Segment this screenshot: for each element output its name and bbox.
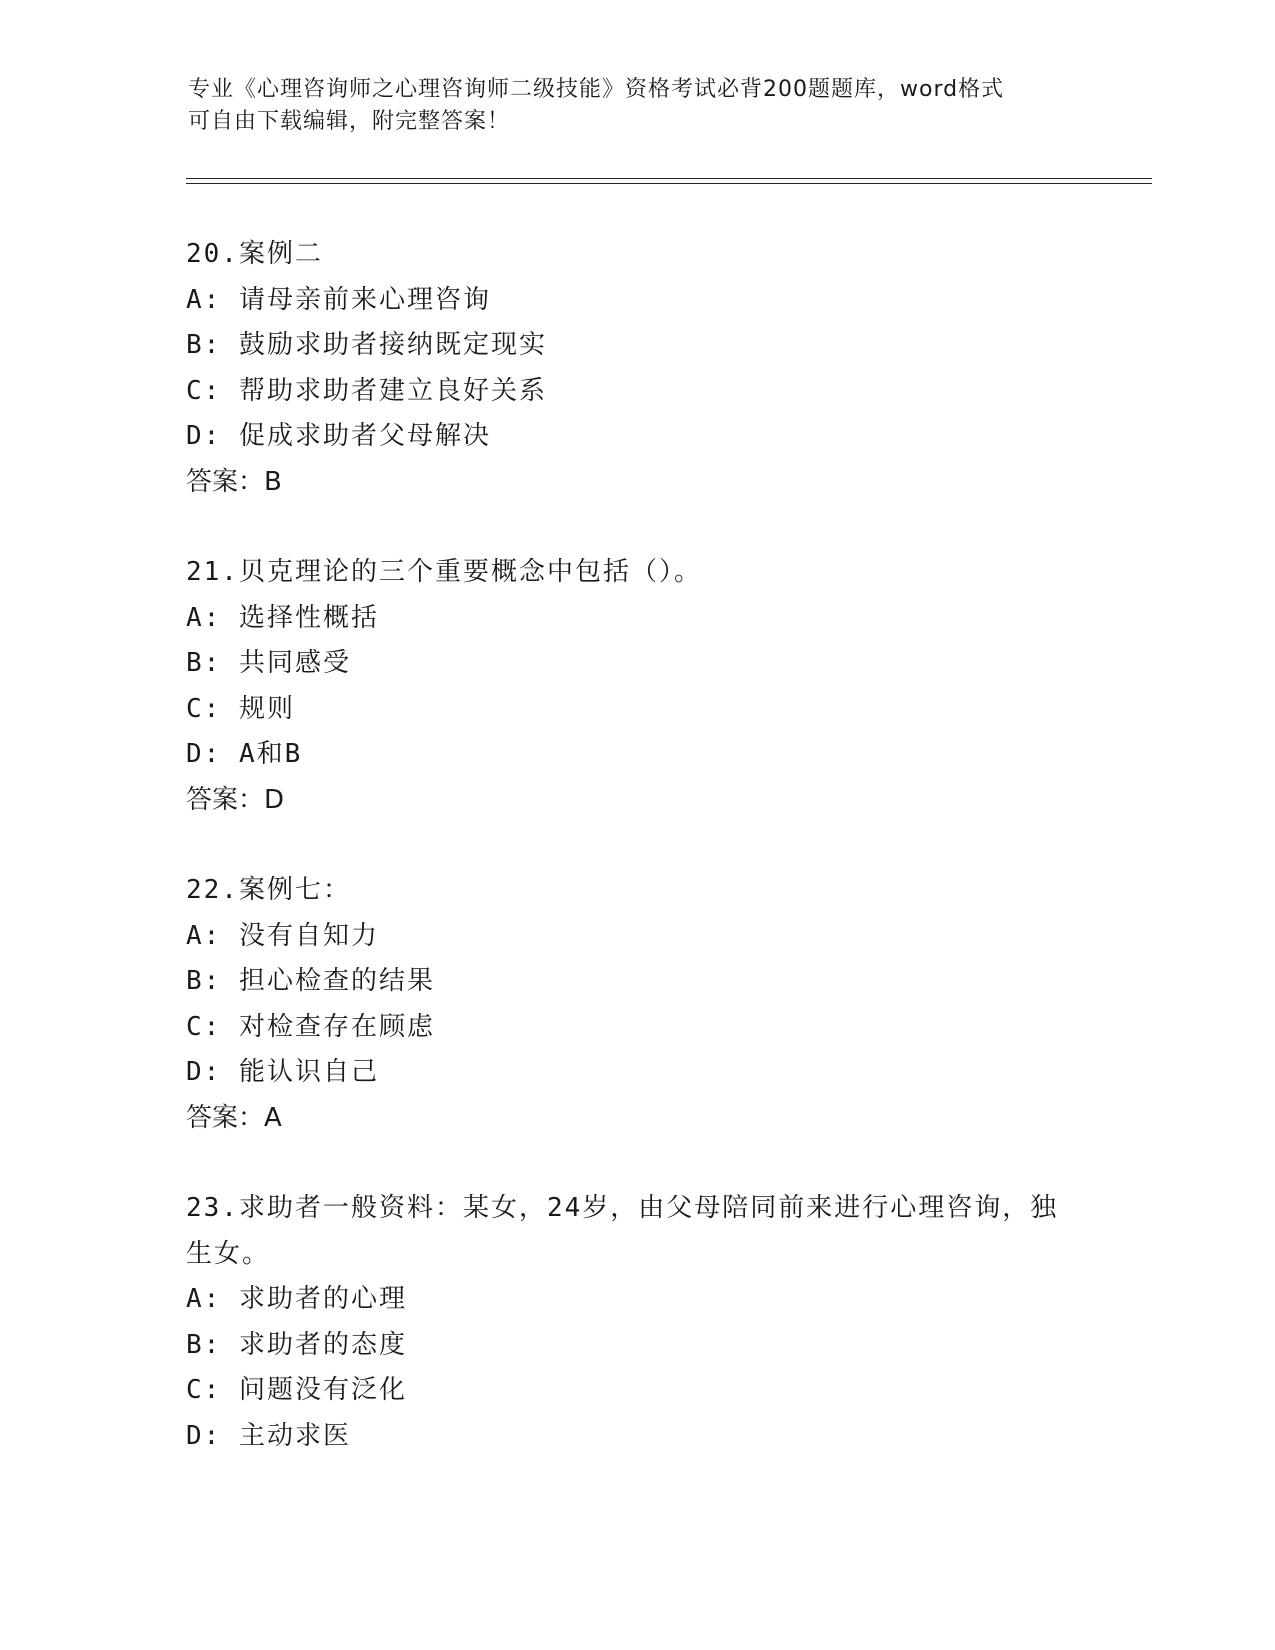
header-divider-bottom — [186, 183, 1152, 184]
document-header — [188, 74, 1088, 138]
option-b: B: 共同感受 — [186, 648, 351, 678]
option-d: D: A和B — [186, 739, 303, 769]
question-title: 23.求助者一般资料：某女，24岁，由父母陪同前来进行心理咨询，独生女。 — [186, 1193, 1059, 1269]
option-a: A: 请母亲前来心理咨询 — [186, 284, 491, 315]
option-c: C: 规则 — [186, 693, 295, 724]
question-title: 21.贝克理论的三个重要概念中包括（）。 — [186, 557, 702, 587]
option-a: A: 选择性概括 — [186, 602, 379, 633]
option-b: B: 求助者的态度 — [186, 1329, 407, 1360]
option-a: A: 求助者的心理 — [186, 1284, 407, 1314]
question-title: 20.案例二 — [186, 239, 323, 269]
question-20 — [186, 232, 1086, 505]
header-line-1: 专业《心理咨询师之心理咨询师二级技能》资格考试必背200题题库，word格式 — [188, 77, 1005, 102]
option-d: D: 主动求医 — [186, 1420, 351, 1451]
option-c: C: 对检查存在顾虑 — [186, 1011, 435, 1042]
option-b: B: 鼓励求助者接纳既定现实 — [186, 330, 547, 360]
header-line-2: 可自由下载编辑，附完整答案！ — [188, 109, 511, 134]
question-21 — [186, 550, 1086, 823]
option-c: C: 问题没有泛化 — [186, 1375, 407, 1405]
option-a: A: 没有自知力 — [186, 920, 379, 951]
question-title: 22.案例七： — [186, 875, 351, 905]
answer: 答案：D — [186, 784, 285, 815]
option-b: B: 担心检查的结果 — [186, 966, 435, 996]
option-d: D: 能认识自己 — [186, 1057, 379, 1087]
header-divider-top — [186, 178, 1152, 179]
option-d: D: 促成求助者父母解决 — [186, 421, 491, 451]
answer: 答案：B — [186, 466, 282, 497]
question-23 — [186, 1186, 1086, 1459]
option-c: C: 帮助求助者建立良好关系 — [186, 375, 547, 406]
question-22 — [186, 868, 1086, 1141]
answer: 答案：A — [186, 1102, 282, 1133]
